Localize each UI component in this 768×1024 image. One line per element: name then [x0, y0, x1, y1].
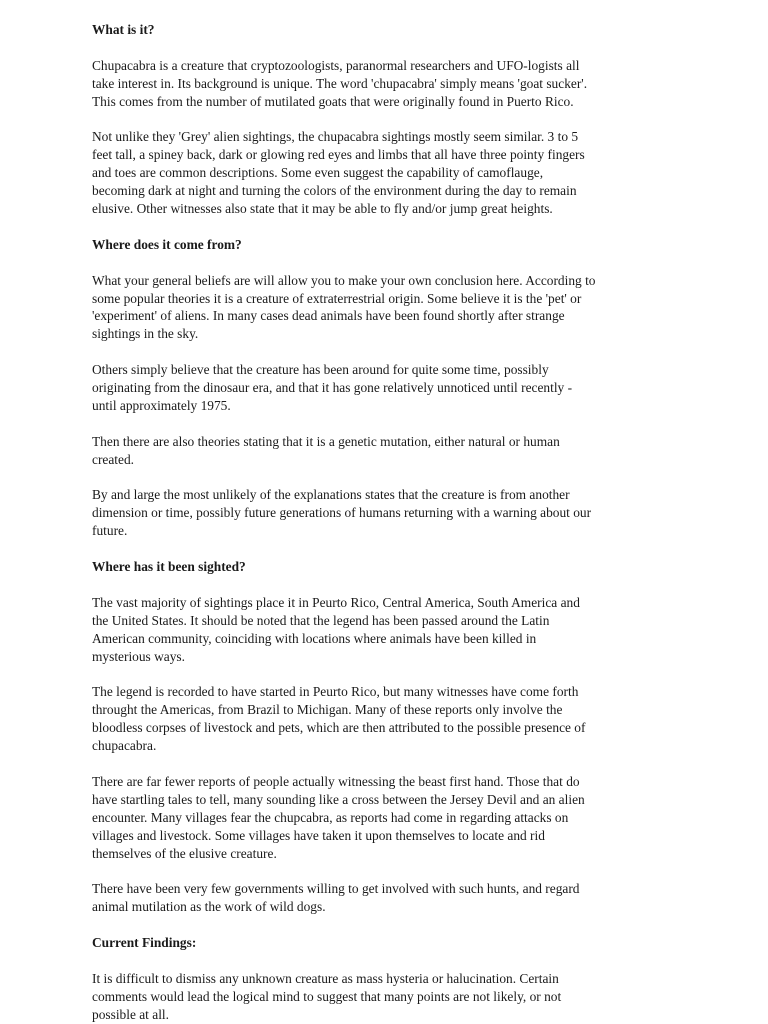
- paragraph-line: future.: [92, 523, 128, 539]
- paragraph-line: comments would lead the logical mind to suggest that many points are not likely, or not: [92, 988, 562, 1004]
- paragraph-line: the United States. It should be noted that the legend has been passed around the Latin: [92, 612, 550, 628]
- paragraph-line: Not unlike they 'Grey' alien sightings, the chupacabra sightings mostly seem similar. 3 to 5: [92, 129, 579, 145]
- paragraph-line: villages and livestock. Some villages have taken it upon themselves to locate and rid: [92, 827, 545, 843]
- paragraph-line: This comes from the number of mutilated goats that were originally found in Puerto Rico.: [92, 93, 574, 109]
- paragraph-line: have startling tales to tell, many sounding like a cross between the Jersey Devil and an alien: [92, 791, 585, 807]
- paragraph-line: feet tall, a spiney back, dark or glowing red eyes and limbs that all have three pointy fingers: [92, 147, 585, 163]
- paragraph: [92, 970, 678, 1024]
- paragraph-line: Chupacabra is a creature that cryptozoologists, paranormal researchers and UFO-logists all: [92, 57, 580, 73]
- paragraph: [92, 486, 678, 540]
- paragraph-line: throught the Americas, from Brazil to Michigan. Many of these reports only involve the: [92, 702, 563, 718]
- paragraph-line: encounter. Many villages fear the chupcabra, as reports had come in regarding attacks on: [92, 809, 569, 825]
- paragraph: [92, 57, 678, 111]
- paragraph-line: dimension or time, possibly future generations of humans returning with a warning about our: [92, 505, 592, 521]
- paragraph-line: and toes are common descriptions. Some even suggest the capability of camoflauge,: [92, 165, 544, 181]
- paragraph-line: 'experiment' of aliens. In many cases dead animals have been found shortly after strange: [92, 308, 565, 324]
- paragraph: [92, 773, 678, 863]
- section-heading: Current Findings:: [92, 935, 197, 951]
- paragraph: [92, 433, 678, 469]
- paragraph-line: possible at all.: [92, 1006, 169, 1022]
- paragraph-line: bloodless corpses of livestock and pets, which are then attributed to the possible presence of: [92, 720, 586, 736]
- paragraph: [92, 683, 678, 755]
- section-heading: What is it?: [92, 22, 155, 37]
- paragraph-line: Others simply believe that the creature has been around for quite some time, possibly: [92, 362, 549, 378]
- paragraph-line: originating from the dinosaur era, and that it has gone relatively unnoticed until recently -: [92, 380, 573, 396]
- paragraph-line: Then there are also theories stating that it is a genetic mutation, either natural or human: [92, 433, 560, 449]
- paragraph-line: There are far fewer reports of people actually witnessing the beast first hand. Those that do: [92, 773, 580, 789]
- paragraph-line: sightings in the sky.: [92, 326, 199, 342]
- paragraph-line: mysterious ways.: [92, 648, 185, 664]
- paragraph: [92, 880, 678, 916]
- paragraph-line: animal mutilation as the work of wild dogs.: [92, 899, 326, 915]
- paragraph-line: elusive. Other witnesses also state that it may be able to fly and/or jump great heights.: [92, 201, 553, 217]
- paragraph-line: themselves of the elusive creature.: [92, 845, 277, 861]
- paragraph-line: take interest in. Its background is unique. The word 'chupacabra' simply means 'goat sucker'.: [92, 75, 588, 91]
- paragraph: [92, 272, 678, 344]
- paragraph: [92, 128, 678, 218]
- paragraph-line: American community, coinciding with locations where animals have been killed in: [92, 630, 537, 646]
- paragraph-line: The vast majority of sightings place it in Peurto Rico, Central America, South America and: [92, 594, 580, 610]
- paragraph-line: There have been very few governments willing to get involved with such hunts, and regard: [92, 881, 580, 897]
- paragraph-line: By and large the most unlikely of the explanations states that the creature is from another: [92, 487, 570, 503]
- paragraph: [92, 361, 678, 415]
- paragraph-line: The legend is recorded to have started in Peurto Rico, but many witnesses have come forth: [92, 684, 579, 700]
- paragraph-line: chupacabra.: [92, 738, 157, 754]
- section-heading: Where does it come from?: [92, 236, 242, 252]
- paragraph-line: What your general beliefs are will allow you to make your own conclusion here. According to: [92, 272, 596, 288]
- paragraph-line: created.: [92, 451, 134, 467]
- paragraph: [92, 594, 678, 666]
- paragraph-line: becoming dark at night and turning the colors of the environment during the day to remain: [92, 183, 577, 199]
- section-heading: Where has it been sighted?: [92, 559, 246, 575]
- paragraph-line: some popular theories it is a creature of extraterrestrial origin. Some believe it is the 'pet' or: [92, 290, 582, 306]
- paragraph-line: until approximately 1975.: [92, 397, 231, 413]
- paragraph-line: It is difficult to dismiss any unknown creature as mass hysteria or halucination. Certain: [92, 970, 559, 986]
